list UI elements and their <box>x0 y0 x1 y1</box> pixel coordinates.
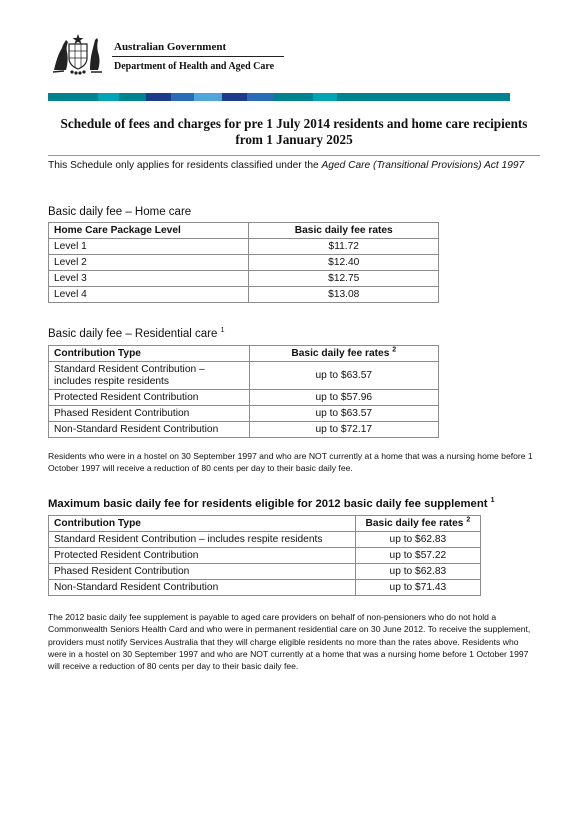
column-header-level: Home Care Package Level <box>49 223 249 239</box>
color-bar-segment <box>98 93 119 101</box>
contribution-cell: Phased Resident Contribution <box>49 406 250 422</box>
table-header-row <box>49 346 439 362</box>
contribution-cell: Non-Standard Resident Contribution <box>49 580 356 596</box>
table-row <box>49 287 439 303</box>
rate-cell: up to $63.57 <box>249 362 438 390</box>
color-bar-segment <box>222 93 247 101</box>
residential-note: Residents who were in a hostel on 30 September 1997 and who are NOT currently at a home that was a nursing home before 1 October 1997 will receive a reduction of 80 cents per day to their basic daily fee. <box>48 451 533 474</box>
title-divider <box>48 155 540 156</box>
table-header-row <box>49 516 481 532</box>
level-cell: Level 4 <box>49 287 249 303</box>
brand-color-bar <box>48 93 510 101</box>
residential-care-heading: Basic daily fee – Residential care $^1$ <box>48 327 225 340</box>
intro-text: This Schedule only applies for residents classified under the <box>48 160 322 171</box>
color-bar-segment <box>119 93 146 101</box>
table-row <box>49 548 481 564</box>
contribution-cell: Phased Resident Contribution <box>49 564 356 580</box>
rate-cell: $12.40 <box>249 255 439 271</box>
supplement-note: The 2012 basic daily fee supplement is payable to aged care providers on behalf of non-pensioners who do not hold a Commonwealth Seniors Health Card and who were in permanent residential care on 30 June 2012. To receive the supplement, providers must notify Services Australia that they will charge eligible residents no more than the rates above. Residents who were in a hostel on 30 September 1997 and who are NOT currently at a home that was a nursing home before 1 October 1997 will receive a reduction of 80 cents per day to their basic daily fee. <box>48 612 531 672</box>
contribution-cell: Protected Resident Contribution <box>49 548 356 564</box>
supplement-table <box>48 515 481 596</box>
contribution-cell: Standard Resident Contribution – includes respite residents <box>49 362 250 390</box>
column-header-contribution: Contribution Type <box>49 516 356 532</box>
color-bar-segment <box>194 93 223 101</box>
color-bar-segment <box>146 93 171 101</box>
contribution-cell: Protected Resident Contribution <box>49 390 250 406</box>
rate-cell: up to $57.96 <box>249 390 438 406</box>
rate-cell: up to $62.83 <box>355 532 480 548</box>
table-row <box>49 406 439 422</box>
column-header-rate: Basic daily fee rates $^2$ <box>355 516 480 532</box>
table-row <box>49 390 439 406</box>
rate-cell: $13.08 <box>249 287 439 303</box>
table-row <box>49 580 481 596</box>
table-row <box>49 271 439 287</box>
intro-paragraph <box>48 160 538 173</box>
rate-cell: up to $71.43 <box>355 580 480 596</box>
table-row <box>49 422 439 438</box>
coat-of-arms-logo <box>50 32 106 76</box>
table-row <box>49 255 439 271</box>
level-cell: Level 1 <box>49 239 249 255</box>
supplement-heading: Maximum basic daily fee for residents eligible for 2012 basic daily fee supplement $^1$ <box>48 497 495 510</box>
table-row <box>49 532 481 548</box>
color-bar-segment <box>48 93 98 101</box>
level-cell: Level 2 <box>49 255 249 271</box>
rate-cell: $11.72 <box>249 239 439 255</box>
column-header-rate: Basic daily fee rates <box>249 223 439 239</box>
color-bar-segment <box>313 93 338 101</box>
department-name: Department of Health and Aged Care <box>114 61 275 72</box>
footnote-marker: 1 <box>220 327 225 335</box>
title-line-2: from 1 January 2025 <box>235 132 353 147</box>
government-name: Australian Government <box>114 41 227 53</box>
table-row <box>49 564 481 580</box>
rate-cell: $12.75 <box>249 271 439 287</box>
residential-care-table <box>48 345 439 438</box>
column-header-contribution: Contribution Type <box>49 346 250 362</box>
level-cell: Level 3 <box>49 271 249 287</box>
contribution-cell: Non-Standard Resident Contribution <box>49 422 250 438</box>
color-bar-segment <box>247 93 274 101</box>
color-bar-segment <box>171 93 194 101</box>
rate-cell: up to $63.57 <box>249 406 438 422</box>
rate-cell: up to $72.17 <box>249 422 438 438</box>
document-title <box>48 116 540 148</box>
color-bar-segment <box>274 93 312 101</box>
home-care-table <box>48 222 439 303</box>
column-header-rate: Basic daily fee rates $^2$ <box>249 346 438 362</box>
intro-act-name: Aged Care (Transitional Provisions) Act 1997 <box>321 160 525 171</box>
title-line-1: Schedule of fees and charges for pre 1 July 2014 residents and home care recipients <box>60 116 528 131</box>
table-header-row <box>49 223 439 239</box>
table-row <box>49 239 439 255</box>
home-care-heading: Basic daily fee – Home care <box>48 206 192 218</box>
table-row <box>49 362 439 390</box>
rate-cell: up to $57.22 <box>355 548 480 564</box>
color-bar-segment <box>337 93 510 101</box>
header-divider <box>112 56 284 57</box>
rate-cell: up to $62.83 <box>355 564 480 580</box>
contribution-cell: Standard Resident Contribution – includes respite residents <box>49 532 356 548</box>
footnote-marker: 1 <box>490 497 495 505</box>
